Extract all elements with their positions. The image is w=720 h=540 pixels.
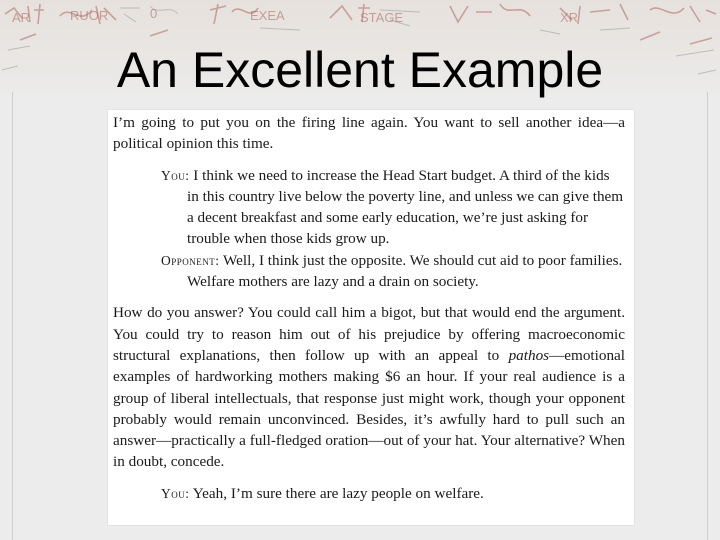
dialogue-opponent — [161, 250, 625, 293]
dialogue-you-1 — [161, 165, 625, 250]
intro-paragraph: I’m going to put you on the firing line again. You want to sell another idea—a political opinion this time. — [113, 114, 625, 153]
slide-title: An Excellent Example — [116, 42, 604, 98]
slide-frame-right — [707, 92, 708, 540]
svg-text:0: 0 — [150, 6, 158, 21]
slide-frame-left — [12, 92, 13, 540]
paragraph-gap — [113, 292, 625, 302]
svg-text:XR: XR — [560, 10, 579, 25]
body-text-end: —emotional examples of hardworking mothers making $6 an hour. If your real audience is a group of liberal intellectuals, that response just might work, though your opponent probably would remain unconvinced. Besides, it’s awfully hard to pull such an answer—practically a full-fledged oration—out of your hat. Your alternative? When in doubt, concede. — [113, 346, 626, 471]
body-text-start: How do you answer? You could call him a bigot, but that would end the argument. You could try to reason him out of his prejudice by offering macroeconomic structural explanations, then follow up with an appeal to — [113, 304, 625, 364]
svg-text:EXEA: EXEA — [250, 8, 285, 23]
excerpt-text — [113, 112, 625, 504]
dialogue-text: I think we need to increase the Head Start budget. A third of the kids in this country live below the poverty line, and unless we can give them a decent breakfast and some early education, we’re just asking for trouble when those kids grow up. — [187, 166, 624, 248]
svg-text:STAGE: STAGE — [360, 10, 404, 25]
svg-text:RUOR: RUOR — [70, 8, 109, 23]
svg-text:AR: AR — [12, 10, 31, 25]
dialogue-text: Yeah, I’m sure there are lazy people on welfare. — [192, 484, 484, 502]
speaker-label: You: — [161, 167, 190, 183]
book-excerpt-image — [108, 110, 634, 525]
speaker-label: Opponent: — [161, 252, 220, 268]
body-paragraph — [113, 302, 625, 472]
dialogue-you-2 — [161, 483, 625, 504]
body-italic-term: pathos — [508, 346, 550, 364]
speaker-label: You: — [161, 485, 190, 501]
dialogue-text: Well, I think just the opposite. We should cut aid to poor families. Welfare mothers are lazy and a drain on society. — [187, 251, 623, 291]
